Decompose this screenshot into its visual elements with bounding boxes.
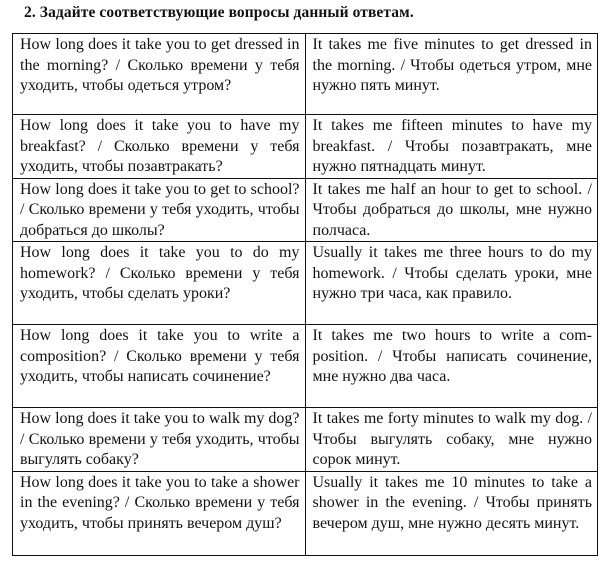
table-row [13, 242, 598, 325]
answer-cell: Usually it takes me three hours to do my homework. / Чтобы сделать уроки, мне нужно три часа, как правило. [305, 242, 598, 325]
question-cell: How long does it take you to get to school? / Сколько времени у тебя уходить, чтобы добраться до школы? [13, 178, 306, 242]
table-row [13, 471, 598, 555]
answer-cell: It takes me five minutes to get dressed in the morning. / Чтобы одеться утром, мне нужно пять минут. [305, 34, 598, 115]
table-row [13, 115, 598, 179]
question-cell: How long does it take you to do my homework? / Сколько времени у тебя уходить, чтобы сделать уроки? [13, 242, 306, 325]
question-cell: How long does it take you to have my breakfast? / Сколько времени у тебя уходить, чтобы позавтракать? [13, 115, 306, 179]
answer-cell: It takes me forty minutes to walk my dog. / Чтобы выгулять собаку, мне нужно сорок минут. [305, 408, 598, 472]
question-cell: How long does it take you to walk my dog? / Сколько времени у тебя уходить, чтобы выгулять собаку? [13, 408, 306, 472]
exercise-heading: 2. Задайте соответствующие вопросы данный ответам. [24, 4, 414, 21]
question-cell: How long does it take you to write a composition? / Сколько времени у тебя уходить, чтобы написать сочинение? [13, 325, 306, 408]
table-row [13, 34, 598, 115]
table-row [13, 408, 598, 472]
answer-cell: It takes me fifteen minutes to have my breakfast. / Чтобы позавтракать, мне нужно пятнадцать минут. [305, 115, 598, 179]
answer-cell: It takes me half an hour to get to school. / Чтобы добраться до школы, мне нужно полчаса. [305, 178, 598, 242]
question-cell: How long does it take you to get dressed in the morning? / Сколько времени у тебя уходить, чтобы одеться утром? [13, 34, 306, 115]
table-row [13, 178, 598, 242]
question-cell: How long does it take you to take a shower in the evening? / Сколько времени у тебя уходить, чтобы принять вечером душ? [13, 471, 306, 555]
answer-cell: It takes me two hours to write a composition. / Чтобы написать сочинение, мне нужно два часа. [305, 325, 598, 408]
answer-cell: Usually it takes me 10 minutes to take a shower in the evening. / Чтобы принять вечером душ, мне нужно десять минут. [305, 471, 598, 555]
table-row [13, 325, 598, 408]
qa-table [12, 33, 598, 556]
